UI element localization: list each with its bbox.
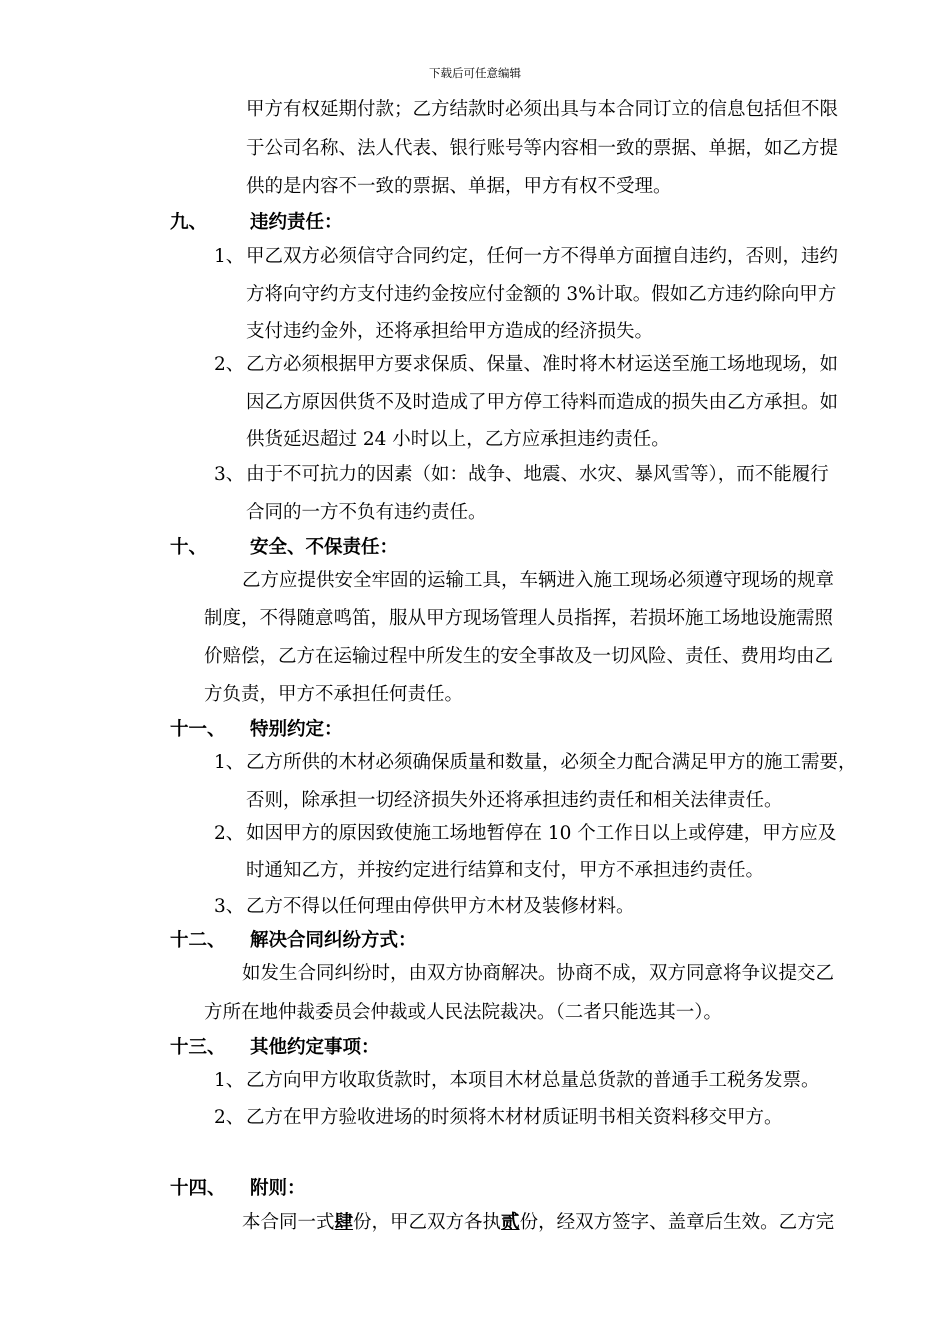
item-line: 乙方所供的木材必须确保质量和数量，必须全力配合满足甲方的施工需要， <box>246 752 857 773</box>
item-line: 时通知乙方，并按约定进行结算和支付，甲方不承担违约责任。 <box>246 860 765 881</box>
item-line: 合同的一方不负有违约责任。 <box>246 502 487 523</box>
section-number: 九、 <box>170 212 208 233</box>
item-line: 由于不可抗力的因素（如：战争、地震、水灾、暴风雪等），而不能履行 <box>246 464 829 485</box>
item-line: 乙方在甲方验收进场的时须将木材材质证明书相关资料移交甲方。 <box>246 1107 783 1128</box>
section-title: 特别约定： <box>250 719 343 740</box>
section-number: 十二、 <box>170 930 226 951</box>
paragraph-line: 乙方应提供安全牢固的运输工具，车辆进入施工现场必须遵守现场的规章 <box>242 570 835 591</box>
section-title: 违约责任： <box>250 212 343 233</box>
item-line: 因乙方原因供货不及时造成了甲方停工待料而造成的损失由乙方承担。如 <box>246 392 839 413</box>
text-run: 份，甲乙双方各执 <box>353 1212 502 1233</box>
item-line: 乙方必须根据甲方要求保质、保量、准时将木材运送至施工场地现场，如 <box>246 354 839 375</box>
intro-line: 于公司名称、法人代表、银行账号等内容相一致的票据、单据，如乙方提 <box>246 138 839 159</box>
intro-line: 供的是内容不一致的票据、单据，甲方有权不受理。 <box>246 176 672 197</box>
item-line: 乙方不得以任何理由停供甲方木材及装修材料。 <box>246 896 635 917</box>
item-number: 2、 <box>214 1107 245 1128</box>
item-line: 支付违约金外，还将承担给甲方造成的经济损失。 <box>246 321 654 342</box>
section-number: 十四、 <box>170 1178 226 1199</box>
intro-line: 甲方有权延期付款；乙方结款时必须出具与本合同订立的信息包括但不限 <box>246 99 839 120</box>
section-number: 十一、 <box>170 719 226 740</box>
paragraph-line: 价赔偿，乙方在运输过程中所发生的安全事故及一切风险、责任、费用均由乙 <box>204 646 834 667</box>
item-line: 供货延迟超过 24 小时以上，乙方应承担违约责任。 <box>246 429 670 450</box>
item-number: 2、 <box>214 354 245 375</box>
section-title: 安全、不保责任： <box>250 537 399 558</box>
item-number: 3、 <box>214 464 245 485</box>
item-number: 1、 <box>214 752 245 773</box>
text-run: 本合同一式 <box>242 1212 335 1233</box>
section-title: 其他约定事项： <box>250 1037 380 1058</box>
paragraph-line: 方负责，甲方不承担任何责任。 <box>204 684 464 705</box>
section-title: 解决合同纠纷方式： <box>250 930 417 951</box>
paragraph-line: 方所在地仲裁委员会仲裁或人民法院裁决。（二者只能选其一）。 <box>204 1002 723 1023</box>
item-number: 3、 <box>214 896 245 917</box>
section-number: 十三、 <box>170 1037 226 1058</box>
item-number: 1、 <box>214 1070 245 1091</box>
item-line: 否则，除承担一切经济损失外还将承担违约责任和相关法律责任。 <box>246 790 783 811</box>
item-line: 乙方向甲方收取货款时，本项目木材总量总货款的普通手工税务发票。 <box>246 1070 820 1091</box>
paragraph-line: 如发生合同纠纷时，由双方协商解决。协商不成，双方同意将争议提交乙 <box>242 963 835 984</box>
item-line: 如因甲方的原因致使施工场地暂停在 10 个工作日以上或停建，甲方应及 <box>246 823 837 844</box>
item-number: 1、 <box>214 246 245 267</box>
section-title: 附则： <box>250 1178 306 1199</box>
section-number: 十、 <box>170 537 208 558</box>
paragraph-line <box>242 1211 834 1235</box>
copies-total: 肆 <box>334 1212 354 1233</box>
item-line: 方将向守约方支付违约金按应付金额的 3%计取。假如乙方违约除向甲方 <box>246 284 837 305</box>
copies-each: 贰 <box>501 1212 520 1233</box>
paragraph-line: 制度，不得随意鸣笛，服从甲方现场管理人员指挥，若损坏施工场地设施需照 <box>204 608 834 629</box>
header-note: 下载后可任意编辑 <box>429 66 521 80</box>
item-number: 2、 <box>214 823 245 844</box>
item-line: 甲乙双方必须信守合同约定，任何一方不得单方面擅自违约，否则，违约 <box>246 246 839 267</box>
text-run: 份，经双方签字、盖章后生效。乙方完 <box>519 1212 835 1233</box>
